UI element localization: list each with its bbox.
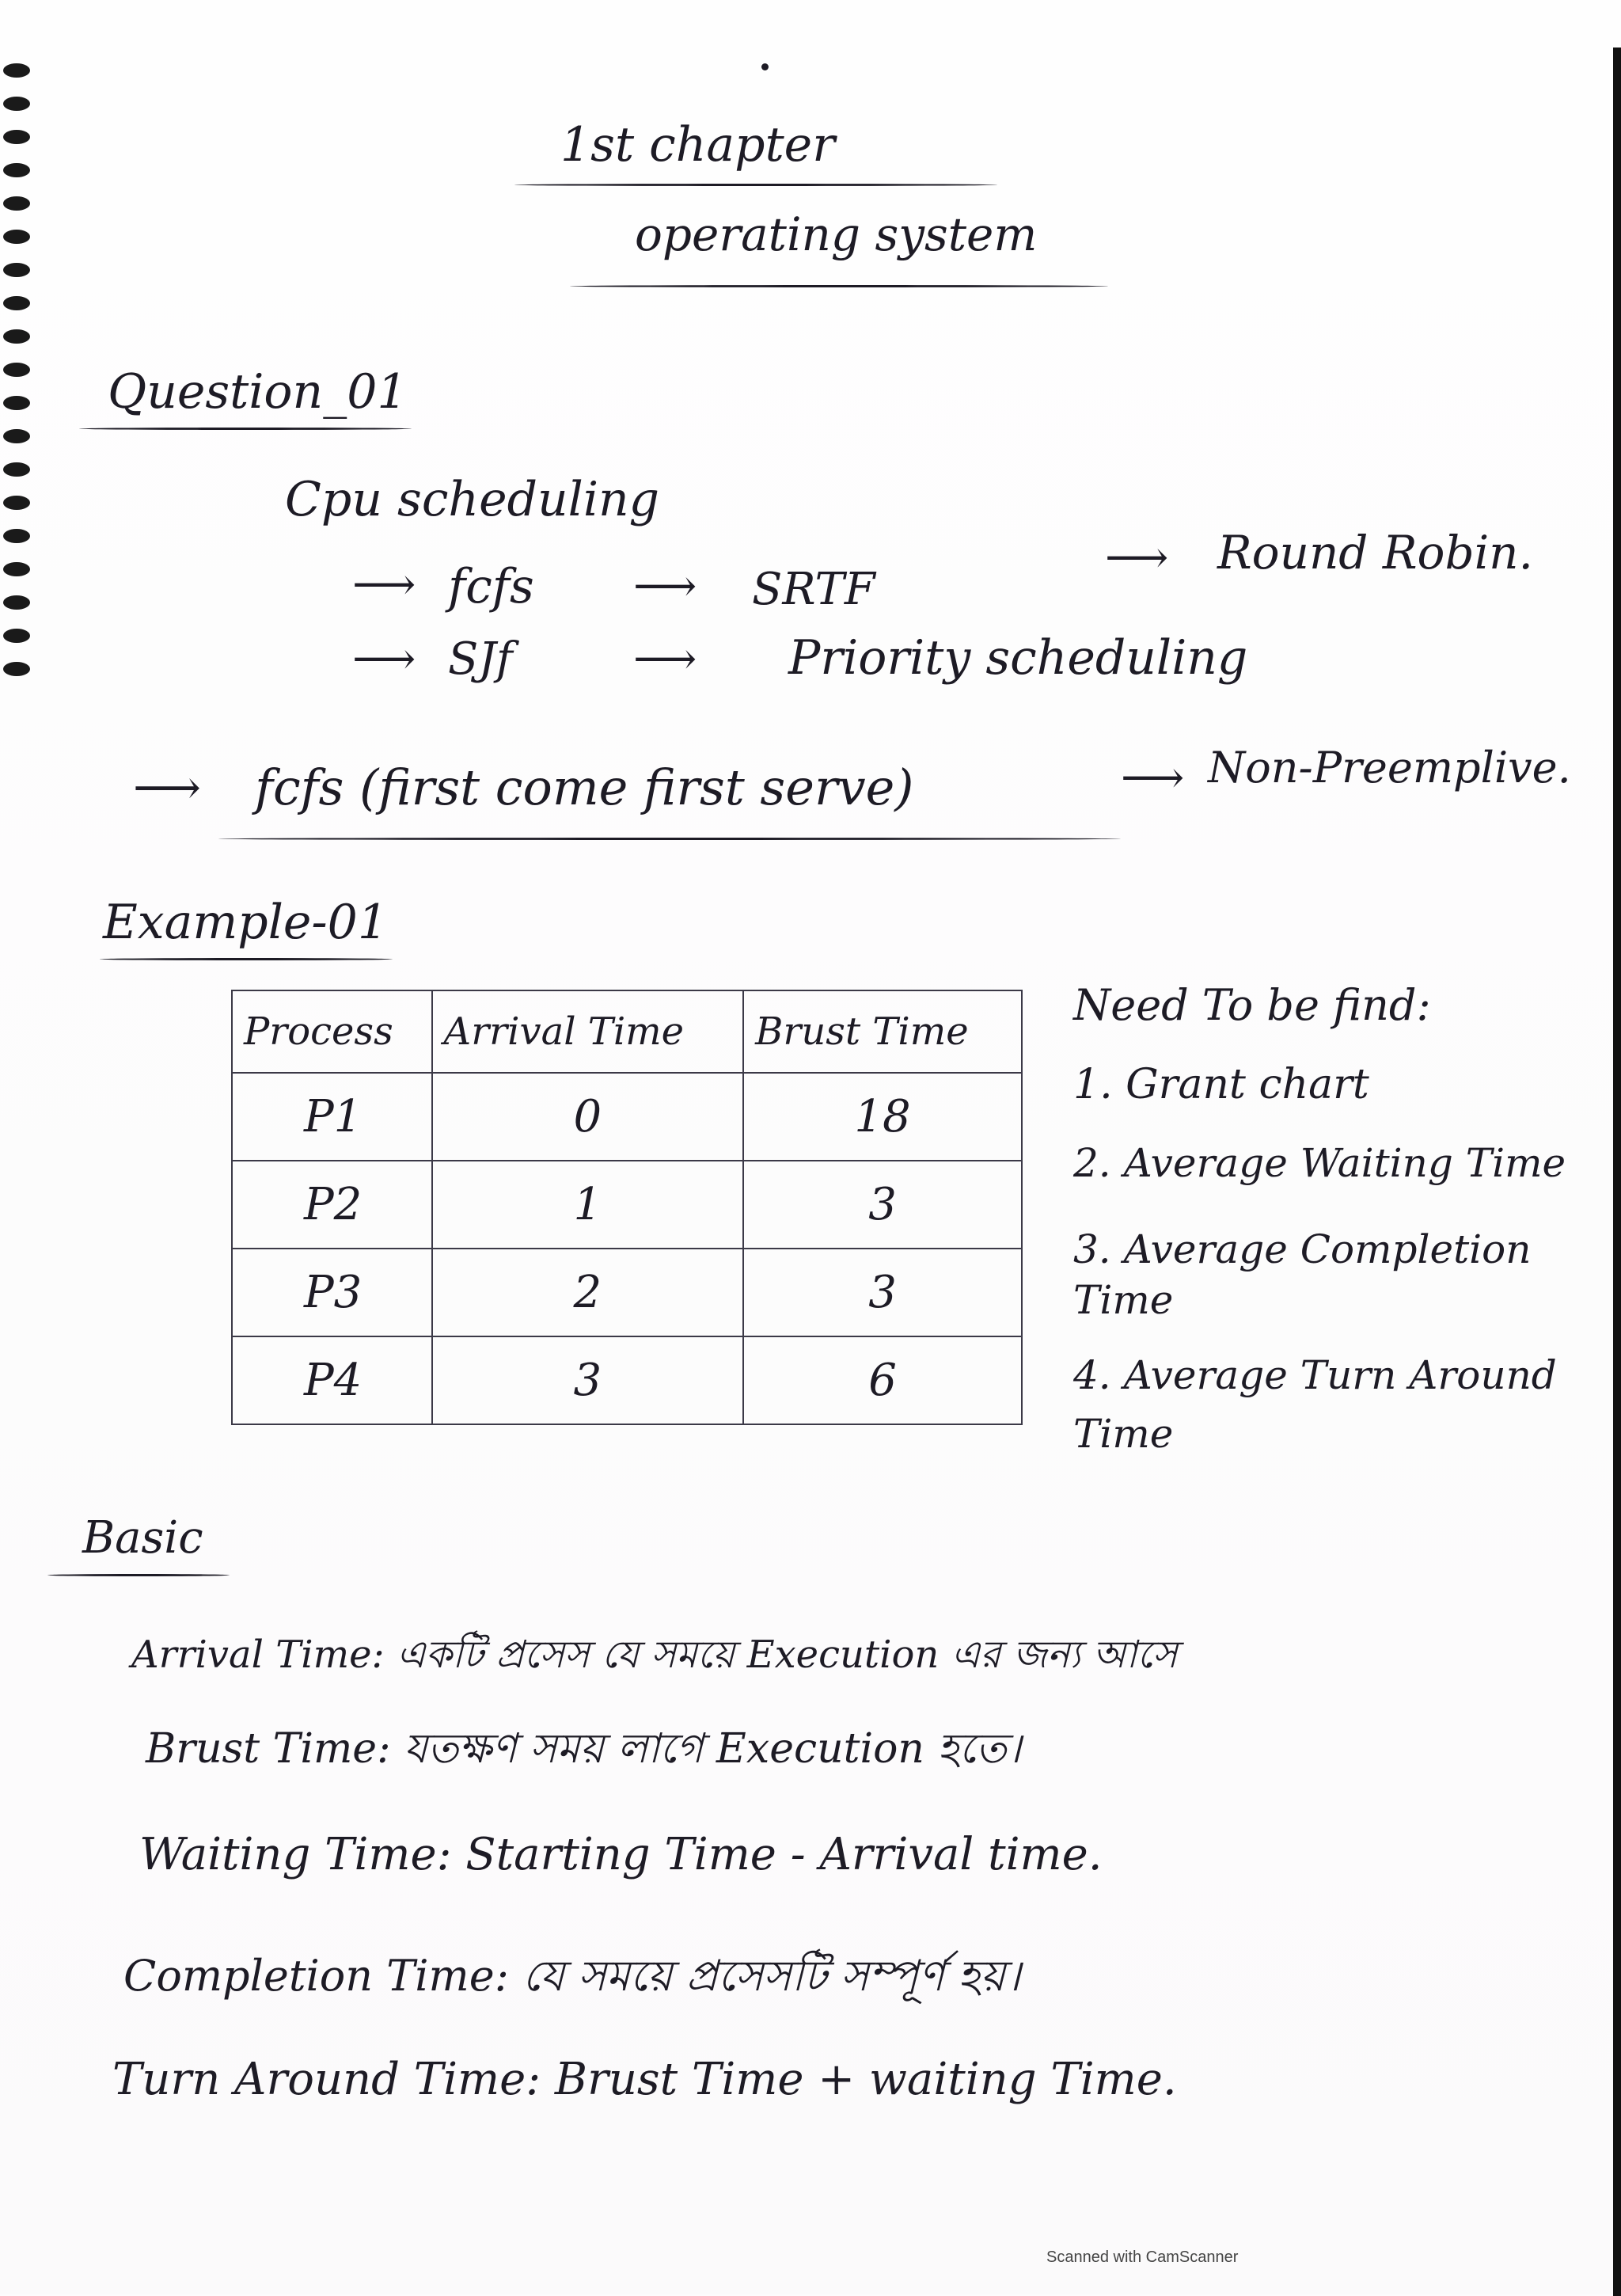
algorithm-round-robin: Round Robin. <box>1217 526 1533 580</box>
table-cell: 18 <box>743 1073 1022 1161</box>
table-cell: 0 <box>432 1073 744 1161</box>
definition-waiting: Waiting Time: Starting Time - Arrival time. <box>139 1829 1103 1880</box>
table-cell: 1 <box>432 1161 744 1249</box>
need-item: 3. Average Completion Time <box>1073 1226 1532 1323</box>
example-underline <box>100 958 393 960</box>
process-table <box>231 990 1023 1425</box>
table-cell: 3 <box>743 1161 1022 1249</box>
question-underline <box>79 428 412 430</box>
arrow-icon: ⟶ <box>133 760 202 815</box>
table-cell: 3 <box>743 1249 1022 1336</box>
question-label: Question_01 <box>108 364 408 420</box>
column-header-burst: Brust Time <box>743 990 1022 1073</box>
algorithm-fcfs: fcfs <box>448 559 534 614</box>
algorithm-sjf: SJf <box>448 633 513 685</box>
need-item: 2. Average Waiting Time <box>1073 1140 1566 1186</box>
definition-turnaround: Turn Around Time: Brust Time + waiting Time. <box>112 2054 1177 2105</box>
fcfs-underline <box>218 838 1121 840</box>
ink-dot <box>761 63 769 70</box>
table-cell: P4 <box>232 1336 432 1424</box>
column-header-arrival: Arrival Time <box>432 990 744 1073</box>
arrow-icon: ⟶ <box>633 633 697 685</box>
scanner-watermark: Scanned with CamScanner <box>1046 2248 1239 2266</box>
table-cell: 6 <box>743 1336 1022 1424</box>
table-cell: P2 <box>232 1161 432 1249</box>
arrow-icon: ⟶ <box>352 559 416 610</box>
table-cell: P1 <box>232 1073 432 1161</box>
spiral-binding <box>0 48 38 697</box>
topic-heading: Cpu scheduling <box>285 472 660 527</box>
basic-underline <box>47 1574 230 1576</box>
chapter-subtitle: operating system <box>635 207 1038 261</box>
arrow-icon: ⟶ <box>633 561 697 612</box>
table-row <box>232 1249 1022 1336</box>
table-row <box>232 1336 1022 1424</box>
title-underline <box>514 184 997 186</box>
table-header-row <box>232 990 1022 1073</box>
algorithm-priority: Priority scheduling <box>788 630 1248 686</box>
fcfs-type: Non-Preemplive. <box>1208 743 1571 793</box>
arrow-icon: ⟶ <box>1121 752 1185 804</box>
table-row <box>232 1161 1022 1249</box>
column-header-process: Process <box>232 990 432 1073</box>
arrow-icon: ⟶ <box>1105 532 1169 584</box>
example-label: Example-01 <box>103 895 389 950</box>
definition-arrival: Arrival Time: একটি প্রসেস যে সময়ে Execution এর জন্য আসে <box>131 1633 1178 1677</box>
table-cell: 2 <box>432 1249 744 1336</box>
basic-label: Basic <box>82 1512 203 1564</box>
fcfs-definition: fcfs (first come first serve) <box>255 758 914 816</box>
subtitle-underline <box>570 285 1108 287</box>
need-item: 1. Grant chart <box>1073 1061 1369 1108</box>
chapter-title: 1st chapter <box>560 117 835 173</box>
definition-completion: Completion Time: যে সময়ে প্রসেসটি সম্পূর্ণ হয়। <box>123 1951 1021 2001</box>
arrow-icon: ⟶ <box>352 633 416 685</box>
algorithm-srtf: SRTF <box>752 564 875 615</box>
table-cell: P3 <box>232 1249 432 1336</box>
need-item: 4. Average Turn Around Time <box>1073 1352 1557 1457</box>
table-cell: 3 <box>432 1336 744 1424</box>
need-title: Need To be find: <box>1073 980 1431 1030</box>
page-edge-shadow <box>1613 48 1621 2296</box>
definition-burst: Brust Time: যতক্ষণ সময় লাগে Execution হতে। <box>146 1725 1022 1773</box>
table-row <box>232 1073 1022 1161</box>
